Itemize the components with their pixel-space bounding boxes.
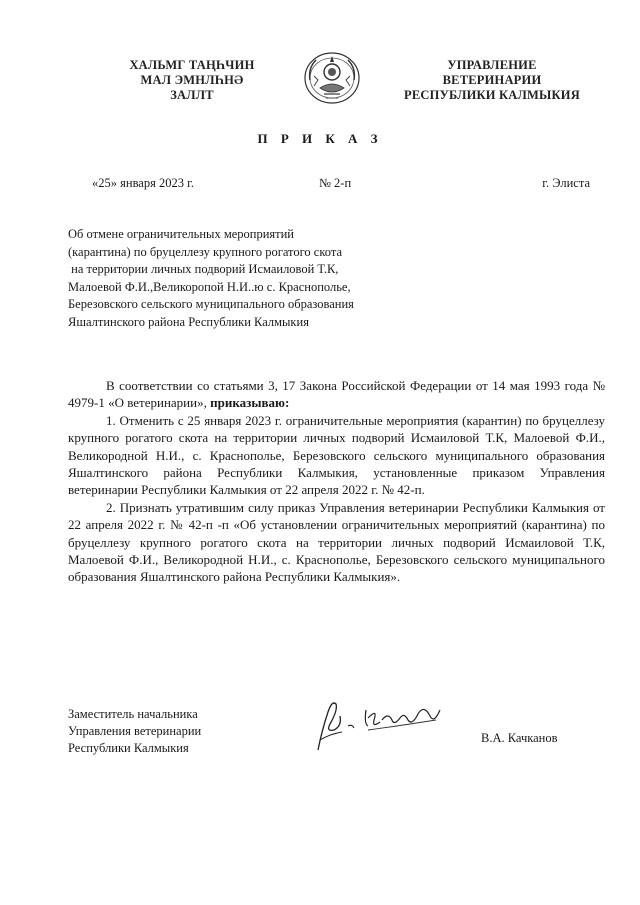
signer-name: В.А. Качканов [481, 731, 558, 745]
handwritten-signature [308, 690, 448, 758]
header-right-line: УПРАВЛЕНИЕ [447, 58, 537, 72]
header-left-line: ХАЛЬМГ ТАҢҺЧИН [129, 58, 255, 72]
header-right-line: РЕСПУБЛИКИ КАЛМЫКИЯ [404, 88, 580, 102]
subject-line: Березовского сельского муниципального образования [68, 297, 354, 311]
subject-block [68, 226, 354, 331]
subject-line: на территории личных подворий Исмаиловой Т.К, [68, 262, 339, 276]
header-left-line: МАЛ ЭМНЛҺНӘ [140, 73, 244, 87]
signer-position [68, 706, 201, 757]
order-body [68, 377, 605, 586]
header-right-block [392, 58, 592, 103]
signer-position-line: Заместитель начальника [68, 707, 198, 721]
subject-line: (карантина) по бруцеллезу крупного рогатого скота [68, 244, 343, 259]
header-right-line: ВЕТЕРИНАРИИ [442, 73, 542, 87]
header-left-block [112, 58, 272, 103]
document-number: № 2-п [319, 176, 352, 190]
document-title: П Р И К А З [257, 131, 383, 146]
subject-line: Яшалтинского района Республики Калмыкия [68, 314, 309, 329]
document-date: «25» января 2023 г. [92, 176, 194, 190]
emblem-icon [302, 50, 362, 106]
signer-position-line: Управления ветеринарии [68, 724, 202, 738]
intro-paragraph [68, 377, 605, 412]
header-left-line: ЗАЛЛТ [170, 88, 214, 102]
signer-position-line: Республики Калмыкия [68, 741, 189, 755]
intro-bold-text: приказываю: [210, 395, 290, 411]
subject-line: Малоевой Ф.И.,Великоропой Н.И..ю с. Краснополье, [68, 279, 351, 294]
subject-line: Об отмене ограничительных мероприятий [68, 227, 295, 241]
document-city: г. Элиста [542, 176, 590, 190]
order-item-2: 2. Признать утратившим силу приказ Управления ветеринарии Республики Калмыкия от 22 апреля 2022 г. № 42-п -п «Об установлении ограничительных мероприятий (карантина) по бруцеллезу крупного рогатого скота на территории личных подворий Исмаиловой Т.К, Малоевой Ф.И., Великородной Н.И., с. Краснополье, Березовского сельского муниципального образования Яшалтинского района Республики Калмыкия». [68, 499, 605, 585]
intro-text: В соответствии со статьями 3, 17 Закона Российской Федерации от 14 мая 1993 года № 4979-1 «О ветеринарии», [68, 378, 605, 411]
order-item-1: 1. Отменить с 25 января 2023 г. ограничительные мероприятия (карантин) по бруцеллезу крупного рогатого скота на территории личных подворий Исмаиловой Т.К, Малоевой Ф.И., Великородной Н.И., с. Краснополье, Березовского сельского муниципального образования Яшалтинского района Республики Калмыкия, установленные приказом Управления ветеринарии Республики Калмыкия от 22 апреля 2022 г. № 42-п. [68, 412, 605, 498]
